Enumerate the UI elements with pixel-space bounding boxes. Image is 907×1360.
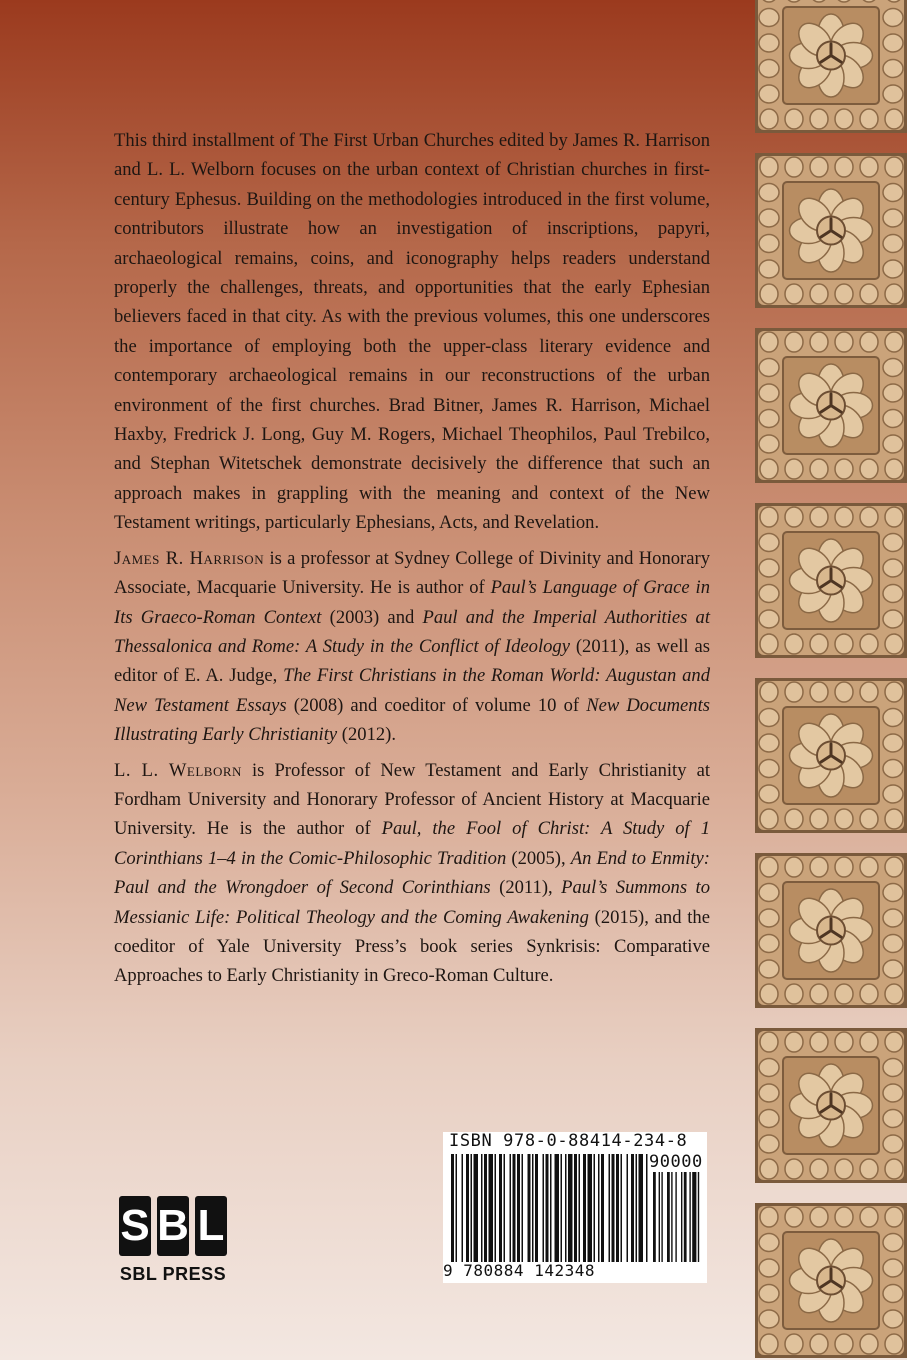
decorative-rosette-strip xyxy=(755,0,907,1360)
barcode-bars xyxy=(451,1154,701,1262)
isbn-label: ISBN 978-0-88414-234-8 xyxy=(449,1131,688,1151)
rosette-ornament-icon xyxy=(755,678,907,833)
book-title: Paul’s Language of Grace in Its Graeco-Roman Context xyxy=(114,577,710,628)
bio-harrison: James R. Harrison is a professor at Sydney College of Divinity and Honorary Associate, Macquarie University. He is author of Paul’s Language of Grace in Its Graeco-Roman Context (2003) and Paul and the Imperial Authorities at Thessalonica and Rome: A Study in the Conflict of Ideology (2011), as well as editor of E. A. Judge, The First Christians in the Roman World: Augustan and New Testament Essays (2008) and coeditor of volume 10 of New Documents Illustrating Early Christianity (2012). xyxy=(114,547,711,746)
logo-letter: B xyxy=(157,1196,189,1256)
rosette-ornament-icon xyxy=(755,853,907,1008)
author-name: James R. Harrison xyxy=(114,547,265,569)
book-title: Paul’s Summons to Messianic Life: Political Theology and the Coming Awakening xyxy=(114,877,711,928)
book-title: Paul and the Imperial Authorities at Thessalonica and Rome: A Study in the Conflict of Ideology xyxy=(114,606,710,657)
rosette-ornament-icon xyxy=(755,328,907,483)
description-paragraph: This third installment of The First Urban Churches edited by James R. Harrison and L. L. Welborn focuses on the urban context of Christian churches in first-century Ephesus. Building on the methodologies introduced in the first volume, contributors illustrate how an investigation of inscriptions, papyri, archaeological remains, coins, and iconography helps readers understand properly the challenges, threats, and opportunities that the early Ephesian believers faced in that city. As with the previous volumes, this one underscores the importance of employing both the upper-class literary evidence and contemporary archaeological remains in our reconstructions of the urban environment of the first churches. Brad Bitner, James R. Harrison, Michael Haxby, Fredrick J. Long, Guy M. Rogers, Michael Theophilos, Paul Trebilco, and Stephan Witetschek demonstrate decisively the difference that such an approach makes in grappling with the meaning and context of the New Testament writings, particularly Ephesians, Acts, and Revelation. xyxy=(114,130,710,534)
rosette-ornament-icon xyxy=(755,503,907,658)
author-name: L. L. Welborn xyxy=(114,759,242,781)
bio-welborn: L. L. Welborn is Professor of New Testament and Early Christianity at Fordham University and Honorary Professor of Ancient History at Macquarie University. He is the author of Paul, the Fool of Christ: A Study of 1 Corinthians 1–4 in the Comic-Philosophic Tradition (2005), An End to Enmity: Paul and the Wrongdoer of Second Corinthians (2011), Paul’s Summons to Messianic Life: Political Theology and the Coming Awakening (2015), and the coeditor of Yale University Press’s book series Synkrisis: Comparative Approaches to Early Christianity in Greco-Roman Culture. xyxy=(114,759,711,987)
book-title: Paul, the Fool of Christ: A Study of 1 Corinthians 1–4 in the Comic-Philosophic Tradition xyxy=(114,818,710,869)
rosette-ornament-icon xyxy=(755,1203,907,1358)
rosette-ornament-icon xyxy=(755,1028,907,1183)
book-title: New Documents Illustrating Early Christianity xyxy=(114,694,711,746)
book-title: An End to Enmity: Paul and the Wrongdoer of Second Corinthians xyxy=(114,847,710,899)
back-cover-text xyxy=(114,126,710,997)
rosette-ornament-icon xyxy=(755,0,907,133)
logo-press-label: SBL PRESS xyxy=(119,1264,227,1284)
logo-letter: S xyxy=(119,1196,151,1256)
logo-letter: L xyxy=(195,1196,227,1256)
book-title: The First Christians in the Roman World: Augustan and New Testament Essays xyxy=(114,665,710,716)
price-code: 90000 xyxy=(649,1152,703,1172)
isbn-barcode xyxy=(443,1132,707,1283)
rosette-ornament-icon xyxy=(755,153,907,308)
barcode-digits: 9 780884 142348 xyxy=(443,1261,595,1280)
sbl-press-logo xyxy=(119,1196,227,1288)
